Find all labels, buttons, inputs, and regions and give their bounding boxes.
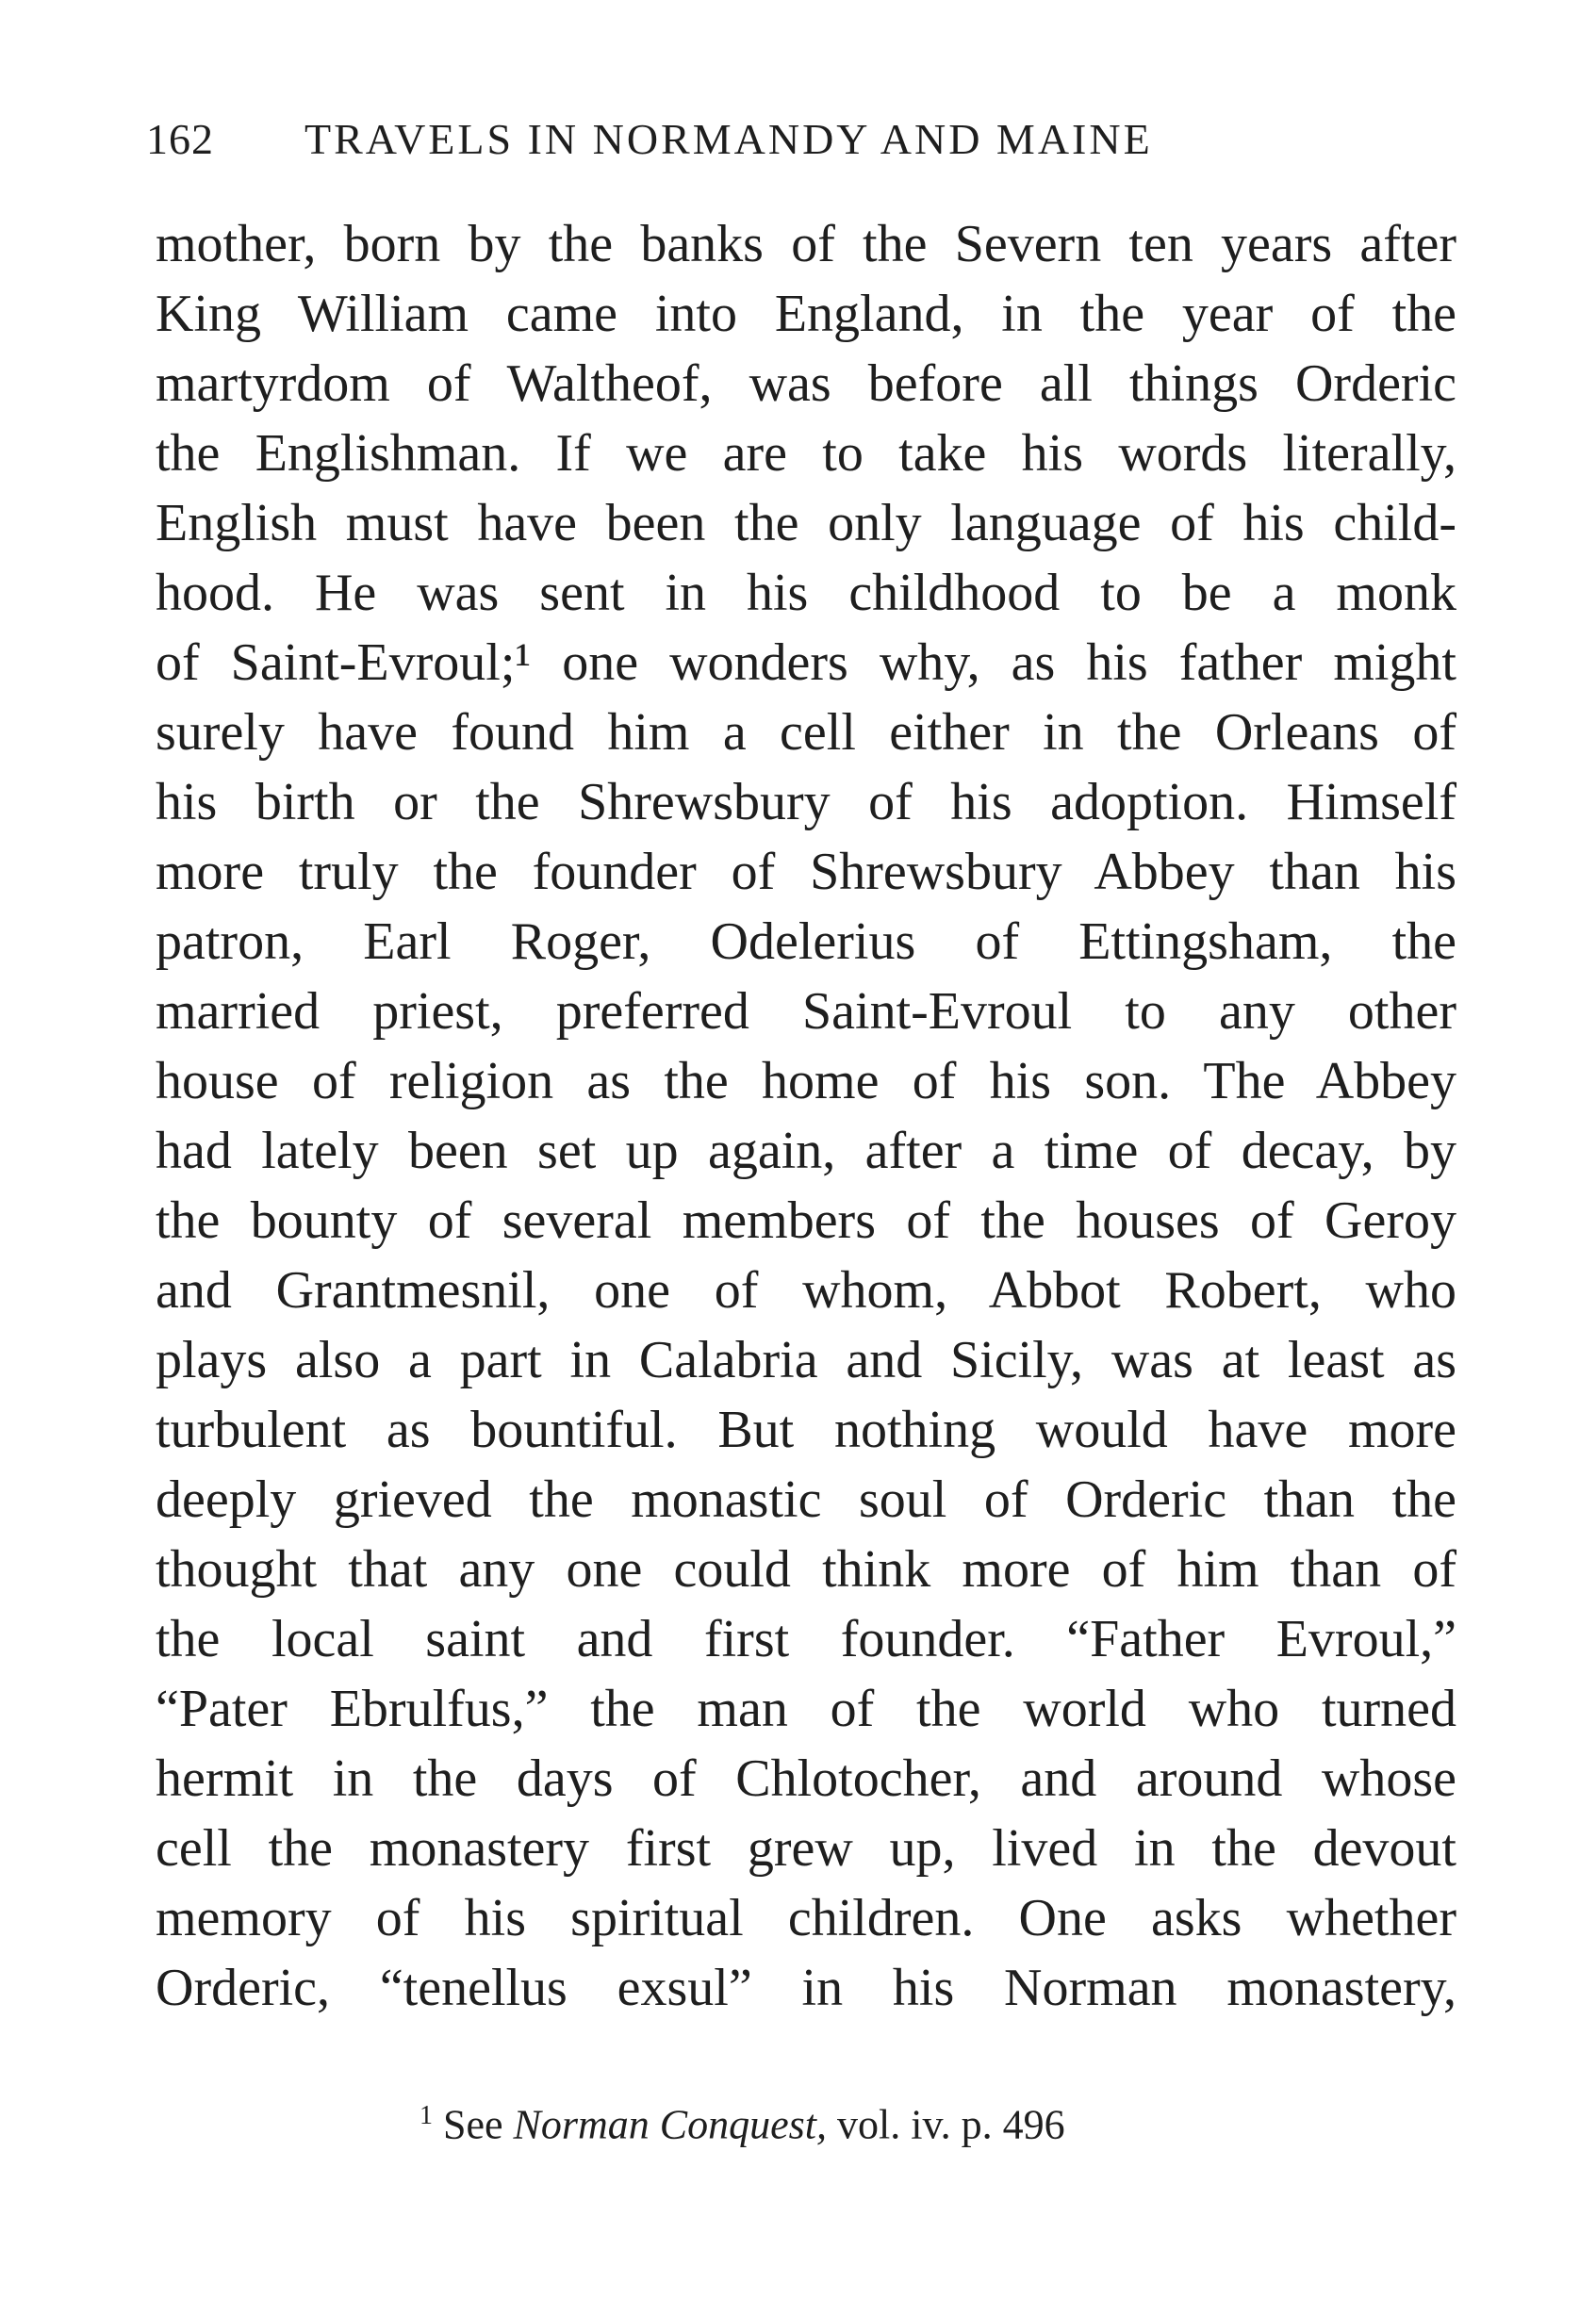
text-line: deeply grieved the monastic soul of Orderic than the — [156, 1470, 1456, 1529]
text-line: hermit in the days of Chlotocher, and around whose — [156, 1749, 1456, 1808]
text-line: Orderic, “tenellus exsul” in his Norman monastery, — [156, 1959, 1456, 2017]
text-line: thought that any one could think more of him than of — [156, 1540, 1456, 1599]
text-line: martyrdom of Waltheof, was before all things Orderic — [156, 354, 1456, 413]
text-line: married priest, preferred Saint-Evroul to any other — [156, 982, 1456, 1041]
text-line: plays also a part in Calabria and Sicily, was at least as — [156, 1331, 1456, 1389]
text-line: house of religion as the home of his son. The Abbey — [156, 1052, 1456, 1110]
text-line: had lately been set up again, after a time of decay, by — [156, 1122, 1456, 1180]
footnote-title: Norman Conquest, — [513, 2101, 828, 2148]
body-text — [156, 209, 1456, 2023]
text-line: mother, born by the banks of the Severn ten years after — [156, 215, 1456, 273]
text-line: patron, Earl Roger, Odelerius of Ettingsham, the — [156, 912, 1456, 971]
text-line: and Grantmesnil, one of whom, Abbot Robert, who — [156, 1261, 1456, 1320]
text-line: the bounty of several members of the houses of Geroy — [156, 1191, 1456, 1250]
text-line: “Pater Ebrulfus,” the man of the world who turned — [156, 1680, 1456, 1738]
text-line: memory of his spiritual children. One asks whether — [156, 1889, 1456, 1947]
text-line: surely have found him a cell either in the Orleans of — [156, 703, 1456, 762]
text-line: King William came into England, in the year of the — [156, 285, 1456, 343]
footnote-prefix: See — [443, 2101, 514, 2148]
text-line: his birth or the Shrewsbury of his adoption. Himself — [156, 773, 1456, 831]
footnote — [420, 2090, 1065, 2152]
footnote-marker: 1 — [420, 2101, 433, 2130]
footnote-suffix: vol. iv. p. 496 — [827, 2101, 1065, 2148]
text-line: turbulent as bountiful. But nothing would have more — [156, 1401, 1456, 1459]
running-title: TRAVELS IN NORMANDY AND MAINE — [304, 115, 1153, 163]
text-line: hood. He was sent in his childhood to be a monk — [156, 564, 1456, 622]
text-line: cell the monastery first grew up, lived in the devout — [156, 1819, 1456, 1878]
text-line: the local saint and first founder. “Father Evroul,” — [156, 1610, 1456, 1668]
text-line: more truly the founder of Shrewsbury Abbey than his — [156, 843, 1456, 901]
running-header — [146, 111, 1277, 168]
page-number: 162 — [146, 115, 214, 163]
text-line: English must have been the only language of his child- — [156, 494, 1456, 552]
text-line: the Englishman. If we are to take his words literally, — [156, 424, 1456, 483]
text-line: of Saint-Evroul;¹ one wonders why, as his father might — [156, 633, 1456, 692]
